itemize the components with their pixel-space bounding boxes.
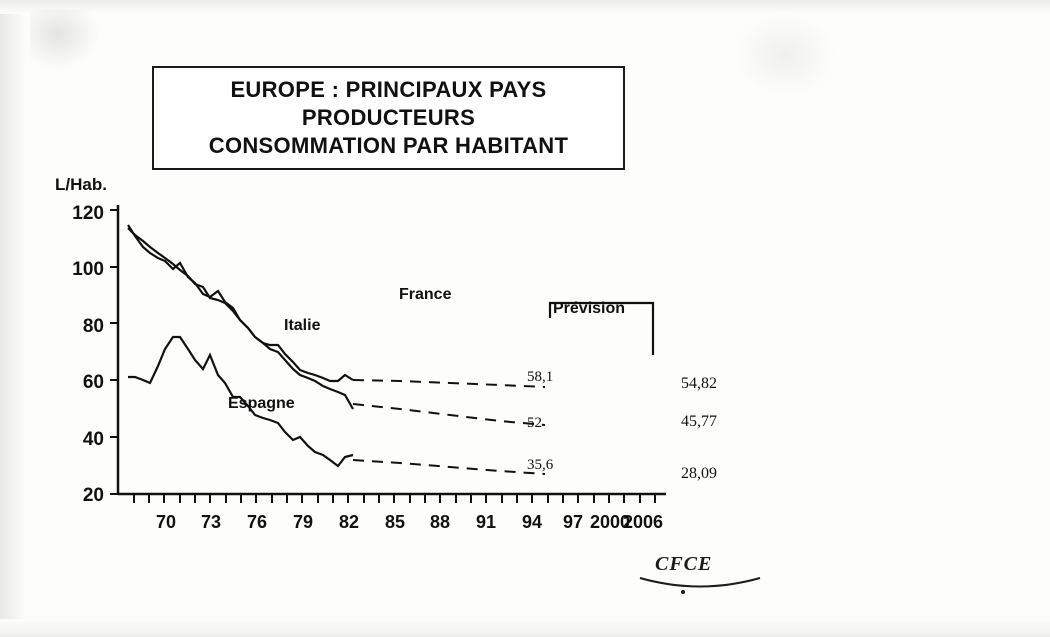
y-tick-100: 100: [72, 259, 104, 280]
series-line-italie: [128, 225, 353, 409]
x-tick-88: 88: [429, 512, 451, 532]
y-tick-20: 20: [82, 485, 104, 506]
annotation-italie-forecast: 45,77: [681, 413, 717, 430]
series-label-france: France: [399, 286, 452, 303]
x-axis-ticks: [134, 494, 655, 503]
x-tick-91: 91: [475, 512, 497, 532]
prevision-label: Prévision: [553, 300, 626, 317]
x-tick-76: 76: [246, 512, 268, 532]
series-label-italie: Italie: [284, 317, 321, 334]
series-forecast-espagne: [353, 460, 545, 474]
y-tick-120: 120: [72, 203, 104, 224]
x-tick-2006: 2006: [622, 512, 664, 532]
x-tick-94: 94: [521, 512, 543, 532]
y-tick-80: 80: [82, 316, 104, 337]
y-tick-60: 60: [82, 372, 104, 393]
x-tick-2000: 2000: [589, 512, 631, 532]
annotation-espagne-forecast: 28,09: [681, 465, 717, 482]
series-forecast-france: [353, 380, 545, 387]
x-tick-70: 70: [155, 512, 177, 532]
x-tick-73: 73: [200, 512, 222, 532]
chart-title-line-3: CONSOMMATION PAR HABITANT: [208, 133, 569, 158]
cfce-logo-text: CFCE: [655, 553, 713, 575]
chart-title-line-2: PRODUCTEURS: [301, 105, 476, 130]
cfce-logo-swoosh: [640, 578, 760, 587]
series-forecast-italie: [353, 404, 545, 425]
prevision-bracket: [550, 303, 653, 355]
cfce-logo-dot: [681, 590, 685, 594]
annotation-france-forecast: 54,82: [681, 375, 717, 392]
x-tick-85: 85: [384, 512, 406, 532]
series-label-espagne: Espagne: [228, 395, 295, 412]
chart-title-line-1: EUROPE : PRINCIPAUX PAYS: [230, 77, 547, 102]
annotation-france-last: 58,1: [527, 369, 554, 385]
series-line-espagne: [128, 337, 353, 466]
y-axis-unit-label: L/Hab.: [55, 175, 107, 194]
x-tick-79: 79: [292, 512, 314, 532]
x-tick-82: 82: [338, 512, 360, 532]
y-tick-40: 40: [82, 429, 104, 450]
annotation-espagne-last: 35,6: [527, 457, 554, 473]
annotation-italie-last: 52: [527, 415, 542, 431]
x-tick-97: 97: [562, 512, 584, 532]
